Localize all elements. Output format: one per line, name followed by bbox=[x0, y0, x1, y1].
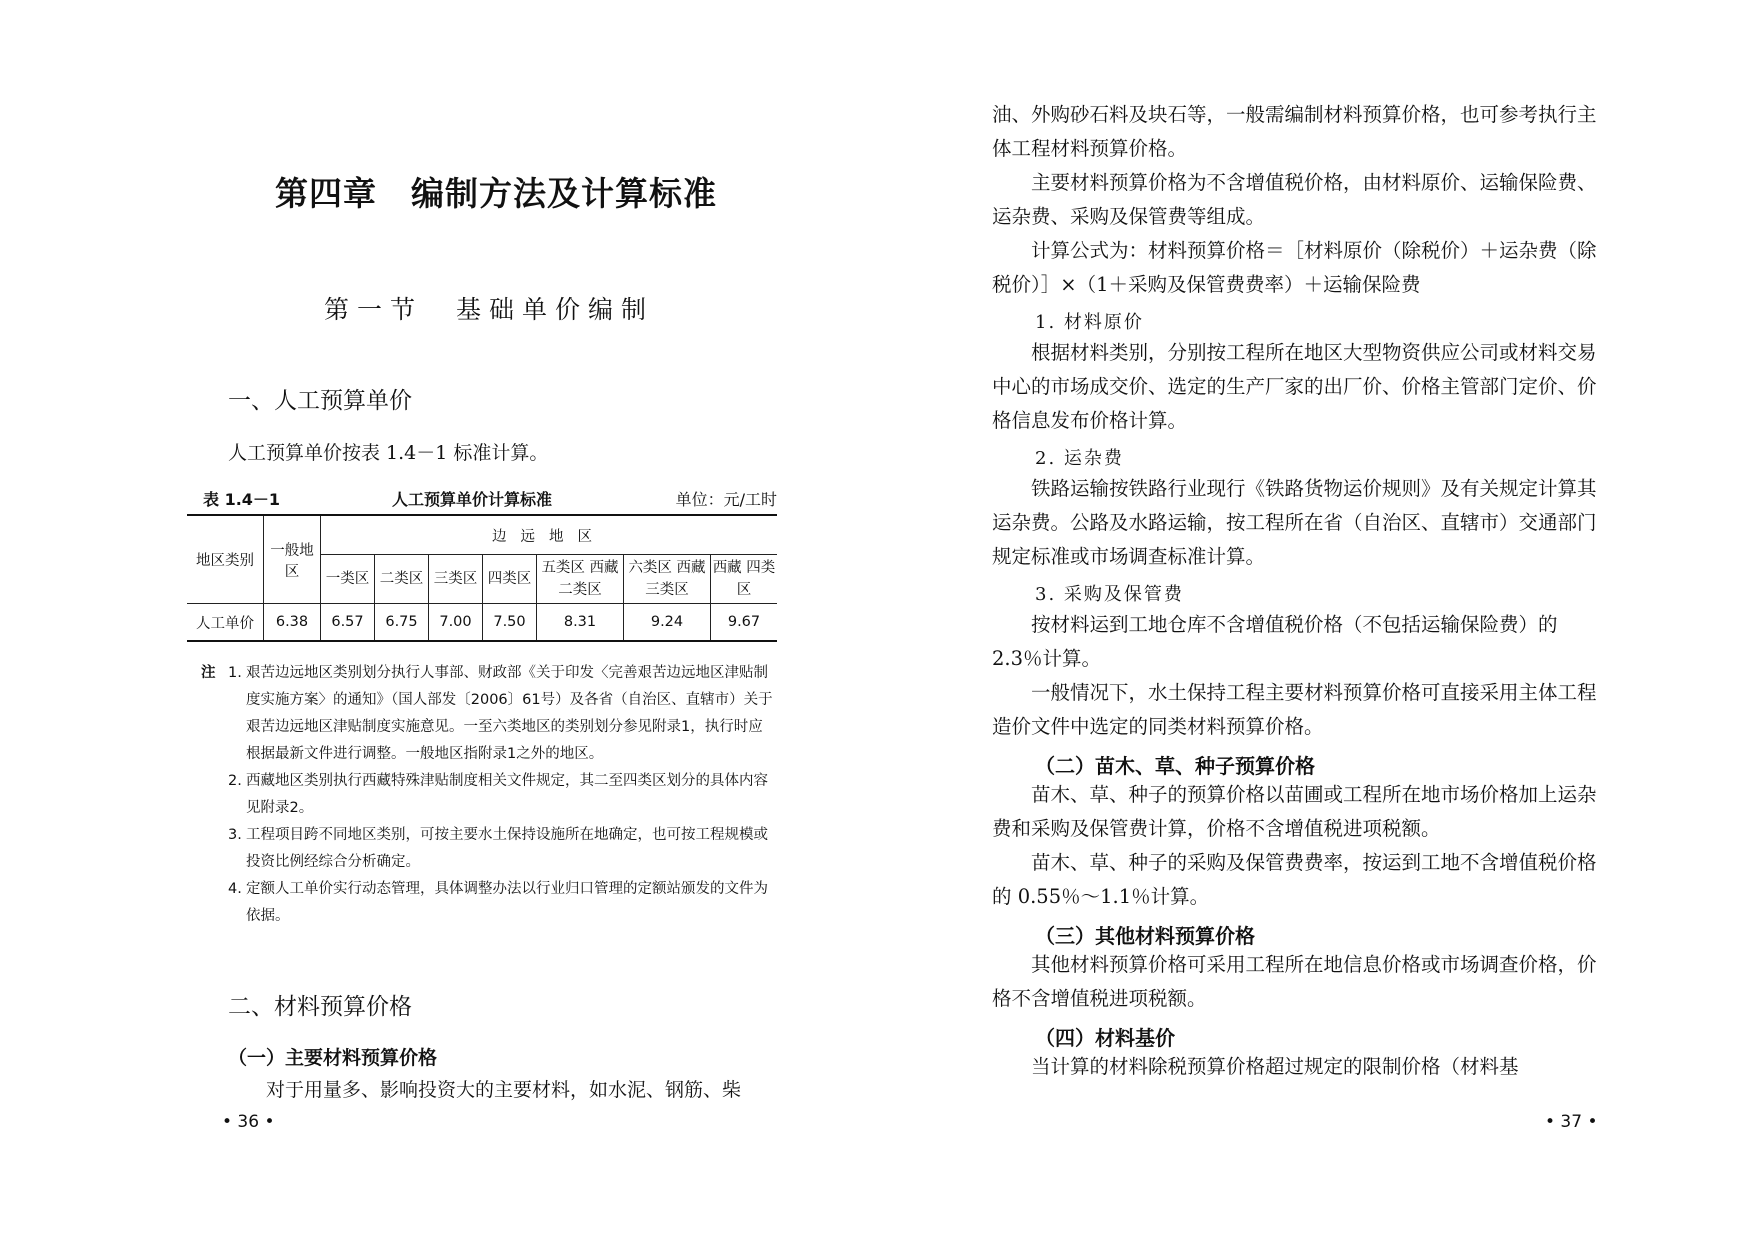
heading-other-material-price: （三）其他材料预算价格 bbox=[1035, 924, 1255, 948]
cell-class-5: 8.31 bbox=[537, 604, 624, 642]
heading-seedling-price: （二）苗木、草、种子预算价格 bbox=[1035, 754, 1315, 778]
heading-main-material: （一）主要材料预算价格 bbox=[228, 1047, 438, 1069]
heading-material-base-price: （四）材料基价 bbox=[1035, 1026, 1175, 1050]
header-class-1: 一类区 bbox=[321, 555, 375, 604]
table-row bbox=[187, 604, 777, 642]
page-number-right: • 37 • bbox=[1545, 1112, 1598, 1132]
paragraph: 主要材料预算价格为不含增值税价格，由材料原价、运输保险费、运杂费、采购及保管费等组成。 bbox=[992, 171, 1597, 228]
header-class-5: 五类区 西藏二类区 bbox=[537, 555, 624, 604]
notes-list bbox=[187, 660, 777, 930]
subheading-procurement-storage: 3. 采购及保管费 bbox=[1035, 584, 1184, 605]
paragraph: 根据材料类别，分别按工程所在地区大型物资供应公司或材料交易中心的市场成交价、选定的生产厂家的出厂价、价格主管部门定价、价格信息发布价格计算。 bbox=[992, 341, 1597, 432]
heading-labor-price: 一、人工预算单价 bbox=[228, 388, 412, 414]
note-item: 3. 工程项目跨不同地区类别，可按主要水土保持设施所在地确定，也可按工程规模或投资比例经综合分析确定。 bbox=[228, 827, 768, 870]
header-class-3: 三类区 bbox=[429, 555, 483, 604]
paragraph: 按材料运到工地仓库不含增值税价格（不包括运输保险费）的 2.3％计算。 bbox=[992, 613, 1558, 670]
paragraph: 油、外购砂石料及块石等，一般需编制材料预算价格，也可参考执行主体工程材料预算价格。 bbox=[992, 103, 1597, 160]
cell-general: 6.38 bbox=[264, 604, 321, 642]
cell-class-4: 7.50 bbox=[483, 604, 537, 642]
header-class-2: 二类区 bbox=[375, 555, 429, 604]
note-item: 4. 定额人工单价实行动态管理，具体调整办法以行业归口管理的定额站颁发的文件为依据。 bbox=[228, 881, 768, 924]
subheading-freight: 2. 运杂费 bbox=[1035, 448, 1124, 469]
paragraph: 其他材料预算价格可采用工程所在地信息价格或市场调查价格，价格不含增值税进项税额。 bbox=[992, 953, 1597, 1010]
right-page bbox=[877, 0, 1755, 1241]
header-class-4: 四类区 bbox=[483, 555, 537, 604]
formula-paragraph: 计算公式为：材料预算价格＝［材料原价（除税价）＋运杂费（除税价）］×（1＋采购及保管费费率）＋运输保险费 bbox=[992, 239, 1597, 296]
header-region-type: 地区类别 bbox=[187, 515, 264, 604]
header-tibet-class-4: 西藏 四类区 bbox=[711, 555, 778, 604]
section-title: 第一节 基础单价编制 bbox=[324, 295, 655, 324]
header-class-6: 六类区 西藏三类区 bbox=[624, 555, 711, 604]
page-number-left: • 36 • bbox=[222, 1112, 275, 1132]
note-item: 2. 西藏地区类别执行西藏特殊津贴制度相关文件规定，其二至四类区划分的具体内容见附录2。 bbox=[228, 773, 768, 816]
subheading-material-original-price: 1. 材料原价 bbox=[1035, 312, 1144, 333]
table-title: 人工预算单价计算标准 bbox=[392, 490, 553, 509]
table-number: 表 1.4－1 bbox=[203, 490, 281, 509]
cell-class-2: 6.75 bbox=[375, 604, 429, 642]
labor-price-table bbox=[187, 514, 777, 642]
table-notes bbox=[187, 660, 777, 930]
paragraph: 铁路运输按铁路行业现行《铁路货物运价规则》及有关规定计算其运杂费。公路及水路运输，按工程所在省（自治区、直辖市）交通部门规定标准或市场调查标准计算。 bbox=[992, 477, 1597, 568]
left-page bbox=[0, 0, 877, 1241]
table-unit: 单位：元/工时 bbox=[675, 490, 777, 509]
cell-tibet-class-4: 9.67 bbox=[711, 604, 778, 642]
note-item: 1. 艰苦边远地区类别划分执行人事部、财政部《关于印发〈完善艰苦边远地区津贴制度实施方案〉的通知》（国人部发〔2006〕61号）及各省（自治区、直辖市）关于艰苦边远地区津贴制度实施意见。一至六类地区的类别划分参见附录1，执行时应根据最新文件进行调整。一般地区指附录1之外的地区。 bbox=[228, 665, 773, 762]
row-label: 人工单价 bbox=[187, 604, 264, 642]
table-caption bbox=[187, 487, 777, 513]
notes-label: 注 bbox=[201, 665, 216, 681]
labor-intro-text: 人工预算单价按表 1.4－1 标准计算。 bbox=[228, 442, 549, 464]
cell-class-6: 9.24 bbox=[624, 604, 711, 642]
header-general-region: 一般地区 bbox=[264, 515, 321, 604]
cell-class-1: 6.57 bbox=[321, 604, 375, 642]
paragraph: 当计算的材料除税预算价格超过规定的限制价格（材料基 bbox=[1031, 1055, 1519, 1078]
heading-material-price: 二、材料预算价格 bbox=[228, 994, 412, 1020]
main-material-text: 对于用量多、影响投资大的主要材料，如水泥、钢筋、柴 bbox=[266, 1079, 742, 1101]
header-remote-region: 边远地区 bbox=[321, 515, 778, 555]
cell-class-3: 7.00 bbox=[429, 604, 483, 642]
paragraph: 一般情况下，水土保持工程主要材料预算价格可直接采用主体工程造价文件中选定的同类材料预算价格。 bbox=[992, 681, 1597, 738]
chapter-title: 第四章 编制方法及计算标准 bbox=[275, 174, 717, 213]
paragraph: 苗木、草、种子的预算价格以苗圃或工程所在地市场价格加上运杂费和采购及保管费计算，价格不含增值税进项税额。 bbox=[992, 783, 1597, 840]
paragraph: 苗木、草、种子的采购及保管费费率，按运到工地不含增值税价格的 0.55％～1.1％计算。 bbox=[992, 851, 1597, 908]
